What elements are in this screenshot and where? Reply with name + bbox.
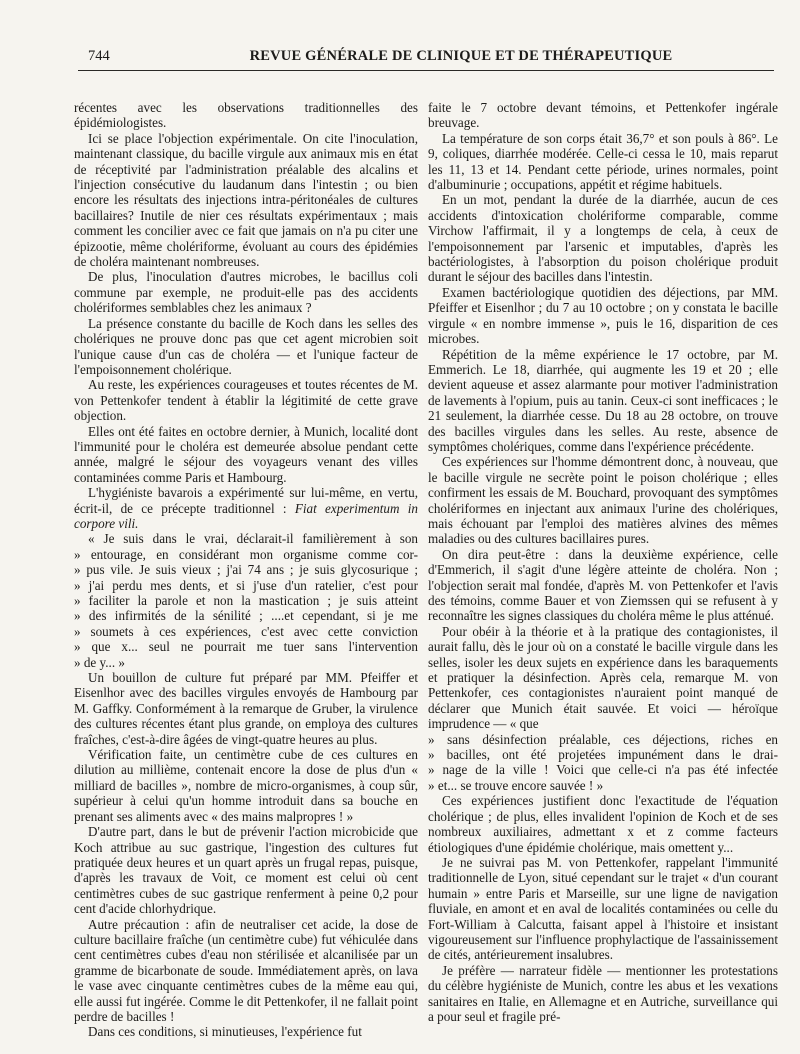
- paragraph-text: Pour obéir à la théorie et à la pratique des contagionistes, il aurait fallu, dès le jour où on a constaté le bacille virgule dans les selles, isoler les deux sujets en expérience dans les baraquements et pratiquer la désinfection. Après cela, remarque M. von Pettenkofer, ces contagionistes n'auraient point manqué de déclarer que Munich était sauvée. Et voici — héroïque imprudence —: [428, 623, 778, 732]
- paragraph: Je ne suivrai pas M. von Pettenkofer, rappelant l'immunité traditionnelle de Lyon, situé cependant sur le trajet « d'un courant humain » entre Paris et Marseille, sur une ligne de navigation fluviale, en amont et en aval de localités contaminées ou celle du Fort-William à Calcutta, faisant appel à l'histoire et insistant vigoureusement sur l'influence prophylactique de l'assainissement de cités, antérieurement insalubres.: [428, 854, 778, 963]
- quote-line: » faciliter la parole et non la mastication ; je suis atteint: [74, 593, 418, 608]
- quote-line: » entourage, en considérant mon organisme comme cor-: [74, 546, 418, 562]
- paragraph: Autre précaution : afin de neutraliser cet acide, la dose de culture bacillaire fraîche (un centimètre cube) fut véhiculée dans cent centimètres cubes d'eau non stérilisée et alcanilisée par un gramme de bicarbonate de soude. Immédiatement après, on lava le vase avec cinquante centimètres cubes de la même eau qui, elle aussi fut ingérée. Comme le dit Pettenkofer, il ne fallait point perdre de bacilles !: [74, 916, 418, 1024]
- paragraph: De plus, l'inoculation d'autres microbes, le bacillus coli commune par exemple, ne produit-elle pas des accidents cholériformes semblables chez les animaux ?: [74, 269, 418, 316]
- paragraph: Je préfère — narrateur fidèle — mentionner les protestations du célèbre hygiéniste de Munich, contre les abus et les vexations sanitaires en Italie, en Allemagne et en Autriche, surveillance qui a pour seul et fragile pré-: [428, 962, 778, 1024]
- quote-line: » pus vile. Je suis vieux ; j'ai 74 ans ; je suis glycosurique ;: [74, 562, 418, 578]
- paragraph: Vérification faite, un centimètre cube de ces cultures en dilution au millième, contenait encore la dose de plus d'un « milliard de bacilles », nombre de micro-organismes, à coup sûr, supérieur à celui qu'un homme introduit dans sa bouche en prenant ses aliments avec « des mains malpropres ! »: [74, 747, 418, 824]
- quote-line: » et... se trouve encore sauvée ! »: [428, 777, 604, 793]
- right-column: [428, 100, 778, 1024]
- quote-line: » bacilles, ont été projetées impunément dans le drai-: [428, 747, 778, 763]
- quote-line: » soumets à ces expériences, c'est avec cette conviction: [74, 623, 418, 639]
- running-title: REVUE GÉNÉRALE DE CLINIQUE ET DE THÉRAPEUTIQUE: [249, 48, 673, 64]
- paragraph: faite le 7 octobre devant témoins, et Pettenkofer ingérale breuvage.: [428, 100, 778, 131]
- quote-line: » nage de la ville ! Voici que celle-ci n'a pas été infectée: [428, 762, 778, 778]
- paragraph: Ces expériences sur l'homme démontrent donc, à nouveau, que le bacille virgule ne secrète point le poison cholérique ; elles confirment les essais de M. Bouchard, provoquant des symptômes cholériformes en injectant aux animaux l'urine des cholériques, mais échouant par l'emploi des matières alvines des mêmes maladies ou des cultures bacillaires pures.: [428, 454, 778, 547]
- paragraph: [428, 624, 778, 732]
- paragraph: En un mot, pendant la durée de la diarrhée, aucun de ces accidents d'intoxication cholériforme comparable, comme Virchow l'affirmait, il y a longtemps de cela, à ceux de l'empoisonnement par l'arsenic et imputables, d'après les bactériologistes, à l'absorption du poison cholérique produit durant le séjour des bacilles dans l'intestin.: [428, 192, 778, 285]
- paragraph: Au reste, les expériences courageuses et toutes récentes de M. von Pettenkofer tendent à établir la légitimité de cette grave objection.: [74, 377, 418, 424]
- quote-line: » de y... »: [74, 654, 125, 670]
- paragraph: [74, 485, 418, 531]
- paragraph-text: L'hygiéniste bavarois a expérimenté sur lui-même, en vertu, écrit-il, de ce précepte traditionnel :: [74, 485, 418, 516]
- paragraph: récentes avec les observations traditionnelles des épidémiologistes.: [74, 100, 418, 131]
- left-column: [74, 100, 418, 1040]
- latin-maxim: Fiat experimentum in corpore vili.: [74, 500, 418, 531]
- quote-line: « Je suis dans le vrai, déclarait-il familièrement à son: [88, 531, 418, 547]
- quote-line: » que x... seul ne pourrait me tuer sans l'intervention: [74, 639, 418, 655]
- quote-line: » sans désinfection préalable, ces déjections, riches en: [428, 731, 778, 747]
- page-number: 744: [88, 48, 110, 64]
- paragraph: D'autre part, dans le but de prévenir l'action microbicide que Koch attribue au suc gastrique, l'ingestion des cultures fut pratiquée deux heures et un quart après un frugal repas, puisque, d'après les travaux de Voit, ce moment est celui où cent centimètres cubes de suc gastrique renferment à peine 0,2 pour cent d'acide chlorhydrique.: [74, 824, 418, 917]
- paragraph: Ces expériences justifient donc l'exactitude de l'équation cholérique ; de plus, elles invalident l'opinion de Koch et de ses nombreux auxiliaires, admettant x et z comme facteurs étiologiques d'une épidémie cholérique, mais omettent y...: [428, 793, 778, 855]
- paragraph: On dira peut-être : dans la deuxième expérience, celle d'Emmerich, il s'agit d'une légère atteinte de choléra. Non ; l'objection serait mal fondée, d'après M. von Pettenkofer et l'avis des témoins, comme Bauer et von Ziemssen qui se refusent à y reconnaître les signes classiques du choléra même le plus atténué.: [428, 546, 778, 624]
- paragraph: La présence constante du bacille de Koch dans les selles des cholériques ne prouve donc pas que cet agent microbien soit l'unique cause d'un cas de choléra — et l'unique facteur de l'empoisonnement cholérique.: [74, 315, 418, 377]
- pettenkofer-quote-2: [428, 732, 778, 794]
- pettenkofer-quote: [74, 531, 418, 670]
- paragraph: Elles ont été faites en octobre dernier, à Munich, localité dont l'immunité pour le choléra est demeurée absolue pendant cette année, malgré le séjour des voyageurs venant des villes contaminées comme Paris et Hambourg.: [74, 423, 418, 485]
- running-header: [78, 46, 774, 71]
- paragraph: Examen bactériologique quotidien des déjections, par MM. Pfeiffer et Eisenlhor ; du 7 au 10 octobre ; on y constata le bacille virgule « en nombre immense », puis le 16, disparition de ces microbes.: [428, 284, 778, 347]
- paragraph: Un bouillon de culture fut préparé par MM. Pfeiffer et Eisenlhor avec des bacilles virgules envoyés de Hambourg par M. Gaffky. Conformément à la remarque de Gruber, la virulence des cultures récentes étant plus grande, on employa des cultures fraîches, c'est-à-dire âgées de vingt-quatre heures au plus.: [74, 670, 418, 747]
- quote-line: » des infirmités de la sénilité ; ....et cependant, si je me: [74, 608, 418, 624]
- paragraph: Dans ces conditions, si minutieuses, l'expérience fut: [88, 1024, 362, 1040]
- paragraph: Ici se place l'objection expérimentale. On cite l'inoculation, maintenant classique, du bacille virgule aux animaux mis en état de réceptivité par l'administration préalable des alcalins et l'injection consécutive du laudanum dans l'intestin ; ou bien encore les résultats des injections intra-péritonéales de cultures bacillaires? Inutile de nier ces résultats expérimentaux ; mais comment les concilier avec ce fait que jamais on n'a pu citer une épizootie, même cholériforme, évoluant au cours des épidémies de choléra maintenant nombreuses.: [74, 130, 418, 270]
- paragraph: Répétition de la même expérience le 17 octobre, par M. Emmerich. Le 18, diarrhée, qui augmente les 19 et 20 ; elle devient aqueuse et assez alarmante pour motiver l'administration de lavements à l'opium, puis au tanin. Ceux-ci sont inefficaces ; le 21 seulement, la diarrhée cesse. Du 18 au 28 octobre, on trouve des bacilles virgules dans les selles. Au reste, absence de symptômes cholériques, comme dans l'expérience précédente.: [428, 346, 778, 454]
- quote-line: » j'ai perdu mes dents, et si j'use d'un ratelier, c'est pour: [74, 577, 418, 593]
- paragraph: La température de son corps était 36,7° et son pouls à 86°. Le 9, coliques, diarrhée modérée. Celle-ci cessa le 10, mais reparut les 11, 13 et 14. Pendant cette période, urines normales, point d'albuminurie ; occupations, appétit et régime habituels.: [428, 130, 778, 193]
- quote-line: « que: [509, 716, 539, 732]
